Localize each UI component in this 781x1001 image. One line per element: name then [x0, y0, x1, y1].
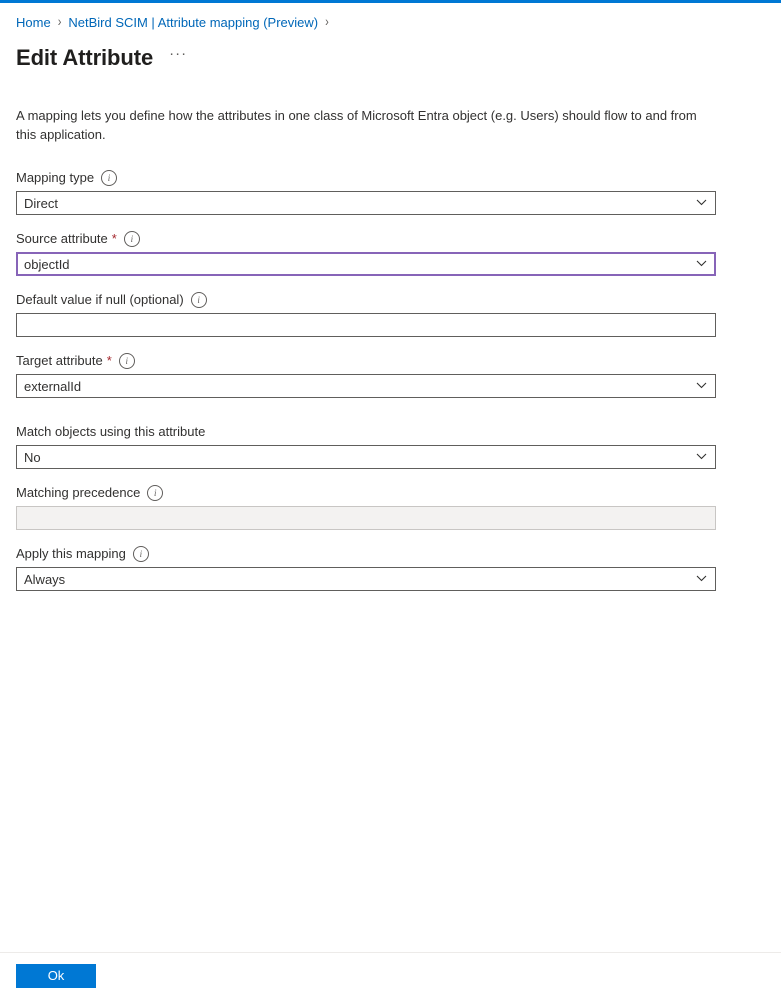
info-icon[interactable]: i: [124, 231, 140, 247]
breadcrumb-item-home[interactable]: Home: [16, 14, 51, 30]
info-icon[interactable]: i: [119, 353, 135, 369]
match-objects-label: Match objects using this attribute: [16, 424, 206, 439]
field-default-value: [16, 292, 716, 337]
match-objects-select-wrap: [16, 445, 716, 469]
field-matching-precedence: [16, 485, 716, 530]
field-mapping-type: [16, 170, 716, 215]
default-value-input[interactable]: [16, 313, 716, 337]
apply-mapping-label-row: [16, 546, 716, 562]
apply-mapping-label: Apply this mapping: [16, 546, 126, 561]
mapping-type-label-row: [16, 170, 716, 186]
info-icon[interactable]: i: [191, 292, 207, 308]
info-icon[interactable]: i: [147, 485, 163, 501]
more-options-icon[interactable]: ···: [169, 45, 188, 62]
apply-mapping-select[interactable]: [16, 567, 716, 591]
target-attribute-label: Target attribute: [16, 353, 103, 368]
default-value-input-wrap: [16, 313, 716, 337]
matching-precedence-label-row: [16, 485, 716, 501]
breadcrumb-item-netbird-scim[interactable]: NetBird SCIM | Attribute mapping (Preview): [68, 14, 319, 30]
footer-bar: [0, 952, 781, 1001]
title-row: [16, 40, 765, 76]
source-attribute-label: Source attribute: [16, 231, 108, 246]
required-marker: *: [111, 231, 117, 246]
matching-precedence-input-wrap: [16, 506, 716, 530]
default-value-label: Default value if null (optional): [16, 292, 184, 307]
field-source-attribute: [16, 231, 716, 276]
source-attribute-select[interactable]: [16, 252, 716, 276]
mapping-type-label: Mapping type: [16, 170, 95, 185]
breadcrumb-separator-icon: ›: [57, 14, 62, 30]
edit-attribute-page: [0, 3, 781, 1001]
apply-mapping-select-wrap: [16, 567, 716, 591]
target-attribute-select[interactable]: [16, 374, 716, 398]
field-target-attribute: [16, 353, 716, 398]
mapping-type-select-wrap: [16, 191, 716, 215]
page-title: Edit Attribute: [16, 45, 154, 70]
target-attribute-label-row: [16, 353, 716, 369]
target-attribute-select-wrap: [16, 374, 716, 398]
mapping-type-select[interactable]: [16, 191, 716, 215]
match-objects-select[interactable]: [16, 445, 716, 469]
page-description: A mapping lets you define how the attributes in one class of Microsoft Entra object (e.g. Users) should flow to and from this application.: [16, 108, 697, 142]
edit-attribute-form: [16, 170, 716, 591]
field-apply-mapping: [16, 546, 716, 591]
breadcrumb-separator-icon-2: ›: [325, 14, 329, 30]
breadcrumb: [16, 12, 765, 32]
info-icon[interactable]: i: [101, 170, 117, 186]
default-value-label-row: [16, 292, 716, 308]
matching-precedence-label: Matching precedence: [16, 485, 141, 500]
source-attribute-select-wrap: [16, 252, 716, 276]
info-icon[interactable]: i: [133, 546, 149, 562]
ok-button[interactable]: Ok: [16, 964, 96, 988]
required-marker: *: [106, 353, 112, 368]
matching-precedence-input: [16, 506, 716, 530]
match-objects-label-row: [16, 424, 716, 440]
source-attribute-label-row: [16, 231, 716, 247]
field-match-objects: [16, 424, 716, 469]
